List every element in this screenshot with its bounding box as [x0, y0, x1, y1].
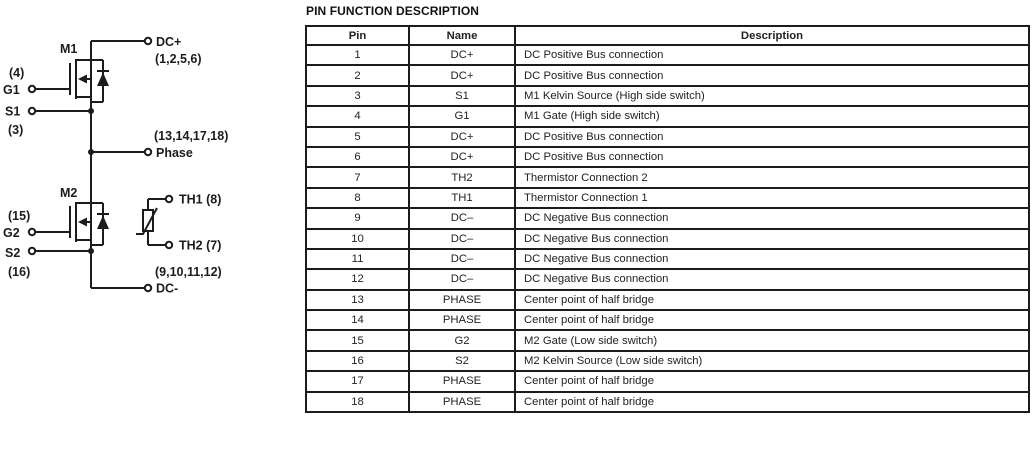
- pin-cell: 7: [306, 167, 409, 187]
- name-cell: DC–: [409, 229, 515, 249]
- page-title: PIN FUNCTION DESCRIPTION: [306, 4, 480, 18]
- th2-terminal-icon: [166, 242, 172, 248]
- phase-terminal-icon: [145, 149, 151, 155]
- description-cell: M1 Kelvin Source (High side switch): [515, 86, 1029, 106]
- table-row: [306, 208, 1029, 228]
- table-row: [306, 106, 1029, 126]
- description-cell: DC Negative Bus connection: [515, 249, 1029, 269]
- table-row: [306, 330, 1029, 350]
- dc-minus-pins-label: (9,10,11,12): [155, 265, 222, 279]
- s1-label: S1: [5, 104, 21, 119]
- thermistor-symbol: [136, 196, 172, 248]
- th2-label: TH2 (7): [179, 238, 222, 253]
- m1-label: M1: [60, 42, 78, 56]
- description-cell: DC Positive Bus connection: [515, 127, 1029, 147]
- th1-label: TH1 (8): [179, 192, 222, 207]
- table-row: [306, 86, 1029, 106]
- name-cell: S2: [409, 351, 515, 371]
- m1-body-diode-icon: [97, 73, 109, 87]
- table-row: [306, 229, 1029, 249]
- table-row: [306, 371, 1029, 391]
- description-cell: Center point of half bridge: [515, 290, 1029, 310]
- g1-pin-label: (4): [9, 66, 25, 80]
- pin-cell: 17: [306, 371, 409, 391]
- table-row: [306, 310, 1029, 330]
- g2-terminal-icon: [29, 229, 35, 235]
- description-cell: DC Positive Bus connection: [515, 65, 1029, 85]
- s2-label: S2: [5, 246, 21, 260]
- dc-plus-pins-label: (1,2,5,6): [155, 52, 202, 66]
- pin-cell: 9: [306, 208, 409, 228]
- name-cell: DC+: [409, 127, 515, 147]
- table-header-row: [306, 26, 1029, 45]
- pin-cell: 3: [306, 86, 409, 106]
- table-row: [306, 290, 1029, 310]
- description-cell: DC Negative Bus connection: [515, 269, 1029, 289]
- table-row: [306, 269, 1029, 289]
- name-cell: DC+: [409, 147, 515, 167]
- name-cell: DC+: [409, 45, 515, 65]
- g2-label: G2: [3, 226, 20, 240]
- s1-junction-dot: [88, 108, 94, 114]
- name-cell: PHASE: [409, 392, 515, 412]
- pin-table-body: [306, 45, 1029, 412]
- mosfet-m2-symbol: [36, 186, 109, 245]
- pin-cell: 15: [306, 330, 409, 350]
- pin-cell: 13: [306, 290, 409, 310]
- description-cell: Thermistor Connection 1: [515, 188, 1029, 208]
- pin-cell: 1: [306, 45, 409, 65]
- pin-cell: 11: [306, 249, 409, 269]
- description-cell: M2 Kelvin Source (Low side switch): [515, 351, 1029, 371]
- column-header-name: Name: [409, 26, 515, 45]
- g1-terminal-icon: [29, 86, 35, 92]
- table-row: [306, 249, 1029, 269]
- table-row: [306, 147, 1029, 167]
- description-cell: DC Negative Bus connection: [515, 229, 1029, 249]
- name-cell: G2: [409, 330, 515, 350]
- column-header-pin: Pin: [306, 26, 409, 45]
- name-cell: TH2: [409, 167, 515, 187]
- th1-terminal-icon: [166, 196, 172, 202]
- pin-cell: 18: [306, 392, 409, 412]
- pin-cell: 6: [306, 147, 409, 167]
- table-row: [306, 45, 1029, 65]
- table-row: [306, 392, 1029, 412]
- phase-junction-dot: [88, 149, 94, 155]
- name-cell: DC–: [409, 249, 515, 269]
- phase-pins-label: (13,14,17,18): [154, 129, 229, 143]
- description-cell: Thermistor Connection 2: [515, 167, 1029, 187]
- pin-cell: 8: [306, 188, 409, 208]
- name-cell: DC+: [409, 65, 515, 85]
- s2-pin-label: (16): [8, 265, 31, 279]
- g1-label: G1: [3, 83, 20, 97]
- pin-function-table: [305, 25, 1030, 413]
- mosfet-m1-symbol: [36, 42, 109, 102]
- description-cell: Center point of half bridge: [515, 310, 1029, 330]
- description-cell: Center point of half bridge: [515, 392, 1029, 412]
- half-bridge-schematic: [0, 0, 300, 320]
- description-cell: DC Positive Bus connection: [515, 45, 1029, 65]
- dc-plus-terminal-icon: [145, 38, 151, 44]
- name-cell: DC–: [409, 208, 515, 228]
- pin-function-section: [305, 4, 1028, 413]
- pin-cell: 5: [306, 127, 409, 147]
- name-cell: PHASE: [409, 310, 515, 330]
- dc-minus-label: DC-: [156, 281, 179, 296]
- name-cell: PHASE: [409, 290, 515, 310]
- name-cell: G1: [409, 106, 515, 126]
- description-cell: M1 Gate (High side switch): [515, 106, 1029, 126]
- m2-label: M2: [60, 186, 78, 200]
- table-row: [306, 65, 1029, 85]
- s2-junction-dot: [88, 248, 94, 254]
- name-cell: DC–: [409, 269, 515, 289]
- pin-cell: 16: [306, 351, 409, 371]
- table-row: [306, 188, 1029, 208]
- pin-cell: 14: [306, 310, 409, 330]
- description-cell: M2 Gate (Low side switch): [515, 330, 1029, 350]
- name-cell: S1: [409, 86, 515, 106]
- pin-cell: 10: [306, 229, 409, 249]
- pin-cell: 12: [306, 269, 409, 289]
- s1-terminal-icon: [29, 108, 35, 114]
- table-row: [306, 351, 1029, 371]
- s2-terminal-icon: [29, 248, 35, 254]
- description-cell: DC Positive Bus connection: [515, 147, 1029, 167]
- m2-body-diode-icon: [97, 216, 109, 230]
- pin-cell: 2: [306, 65, 409, 85]
- table-row: [306, 127, 1029, 147]
- dc-minus-terminal-icon: [145, 285, 151, 291]
- g2-pin-label: (15): [8, 209, 31, 223]
- description-cell: Center point of half bridge: [515, 371, 1029, 391]
- name-cell: PHASE: [409, 371, 515, 391]
- s1-pin-label: (3): [8, 123, 24, 137]
- dc-plus-label: DC+: [156, 35, 182, 49]
- table-row: [306, 167, 1029, 187]
- pin-cell: 4: [306, 106, 409, 126]
- column-header-description: Description: [515, 26, 1029, 45]
- phase-label: Phase: [156, 146, 193, 160]
- description-cell: DC Negative Bus connection: [515, 208, 1029, 228]
- name-cell: TH1: [409, 188, 515, 208]
